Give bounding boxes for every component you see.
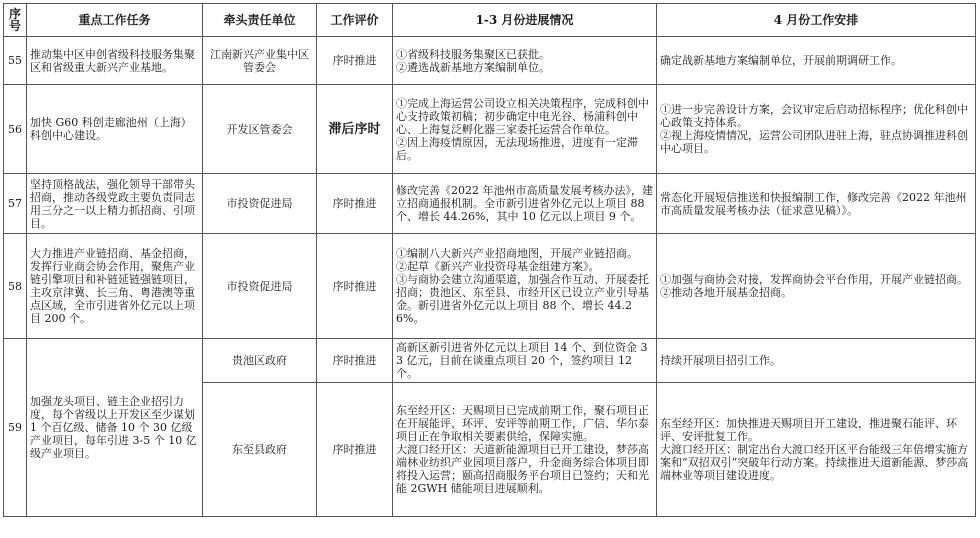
row-progress: 修改完善《2022 年池州市高质量发展考核办法》，建立招商通报机制。全市新引进省外亿元以上项目 88 个、增长 44.26%，其中 10 亿元以上项目 9 个。 [393, 174, 657, 234]
table-row [4, 174, 976, 234]
row-unit: 市投资促进局 [203, 234, 317, 339]
row-plan: 常态化开展短信推送和快报编制工作，修改完善《2022 年池州市高质量发展考核办法（征求意见稿）》。 [657, 174, 976, 234]
row-seq: 55 [4, 37, 27, 85]
table-row [4, 85, 976, 174]
row-plan: ①进一步完善设计方案，会议审定后启动招标程序；优化科创中心政策支持体系。 ②视上海疫情情况，运营公司团队进驻上海，驻点协调推进科创中心项目。 [657, 85, 976, 174]
row-seq: 59 [4, 339, 27, 517]
table-row [4, 234, 976, 339]
row-progress: ①完成上海运营公司设立相关决策程序，完成科创中心支持政策初稿；初步确定中电光谷、杨浦科创中心、上海复泛孵化器三家委托运营合作单位。 ②因上海疫情原因，无法现场推进，进度有一定滞后。 [393, 85, 657, 174]
row-plan: ①加强与商协会对接，发挥商协会平台作用，开展产业链招商。 ②推动各地开展基金招商。 [657, 234, 976, 339]
table-header-row [4, 4, 976, 37]
header-progress: 1-3 月份进展情况 [393, 4, 657, 37]
row-seq: 56 [4, 85, 27, 174]
row-evaluation: 序时推进 [317, 174, 393, 234]
row-seq: 58 [4, 234, 27, 339]
row-evaluation: 滞后序时 [317, 85, 393, 174]
row-task: 加强龙头项目、链主企业招引力度，每个省级以上开发区至少谋划 1 个百亿级、储备 10 个 30 亿级产业项目，每年引进 3-5 个 10 亿级产业项目。 [27, 339, 203, 517]
header-evaluation: 工作评价 [317, 4, 393, 37]
header-seq: 序 号 [4, 4, 27, 37]
header-task: 重点工作任务 [27, 4, 203, 37]
row-progress: ①编制八大新兴产业招商地图，开展产业链招商。 ②起草《新兴产业投资母基金组建方案》。 ③与商协会建立沟通渠道，加强合作互动、开展委托招商；贵池区、东至县、市经开区已设立产业引导基金。新引进省外亿元以上项目 88 个、增长 44.26%。 [393, 234, 657, 339]
row-evaluation: 序时推进 [317, 37, 393, 85]
row-evaluation: 序时推进 [317, 234, 393, 339]
table-row [4, 37, 976, 85]
table-row [4, 339, 976, 383]
row-task: 大力推进产业链招商、基金招商，发挥行业商会协会作用，聚焦产业链引擎项目和补链延链强链项目，主攻京津冀、长三角、粤港澳等重点区域，全市引进省外亿元以上项目 200 个。 [27, 234, 203, 339]
row-progress: 高新区新引进省外亿元以上项目 14 个、到位资金 33 亿元，目前在谈重点项目 20 个，签约项目 12 个。 [393, 339, 657, 383]
row-plan: 确定战新基地方案编制单位，开展前期调研工作。 [657, 37, 976, 85]
row-unit: 开发区管委会 [203, 85, 317, 174]
row-evaluation: 序时推进 [317, 339, 393, 383]
work-progress-table [3, 3, 976, 517]
row-task: 推动集中区申创省级科技服务集聚区和省级重大新兴产业基地。 [27, 37, 203, 85]
row-evaluation: 序时推进 [317, 383, 393, 517]
row-unit: 市投资促进局 [203, 174, 317, 234]
row-progress: ①省级科技服务集聚区已获批。 ②遴选战新基地方案编制单位。 [393, 37, 657, 85]
header-plan: 4 月份工作安排 [657, 4, 976, 37]
row-seq: 57 [4, 174, 27, 234]
row-task: 加快 G60 科创走廊池州（上海）科创中心建设。 [27, 85, 203, 174]
row-task: 坚持顶格战法，强化领导干部带头招商，推动各级党政主要负责同志用三分之一以上精力抓招商、引项目。 [27, 174, 203, 234]
row-plan: 持续开展项目招引工作。 [657, 339, 976, 383]
row-plan: 东至经开区：加快推进天赐项目开工建设，推进聚石能评、环评、安评批复工作。 大渡口经开区：制定出台大渡口经开区平台能级三年倍增实施方案和“双招双引”突破年行动方案。持续推进天道新能源、梦莎高端林业等项目建设进度。 [657, 383, 976, 517]
row-unit: 江南新兴产业集中区管委会 [203, 37, 317, 85]
row-progress: 东至经开区：天赐项目已完成前期工作，聚石项目正在开展能评、环评、安评等前期工作，广信、华尔泰项目正在争取相关要素供给，保障实施。 大渡口经开区：天道新能源项目已开工建设，梦莎高端林业纺织产业园项目落户，升金商务综合体项目即将投入运营；颐高招商服务平台项目已签约；天和光能 2GWH 储能项目进展顺利。 [393, 383, 657, 517]
row-unit: 东至县政府 [203, 383, 317, 517]
header-lead-unit: 牵头责任单位 [203, 4, 317, 37]
row-unit: 贵池区政府 [203, 339, 317, 383]
